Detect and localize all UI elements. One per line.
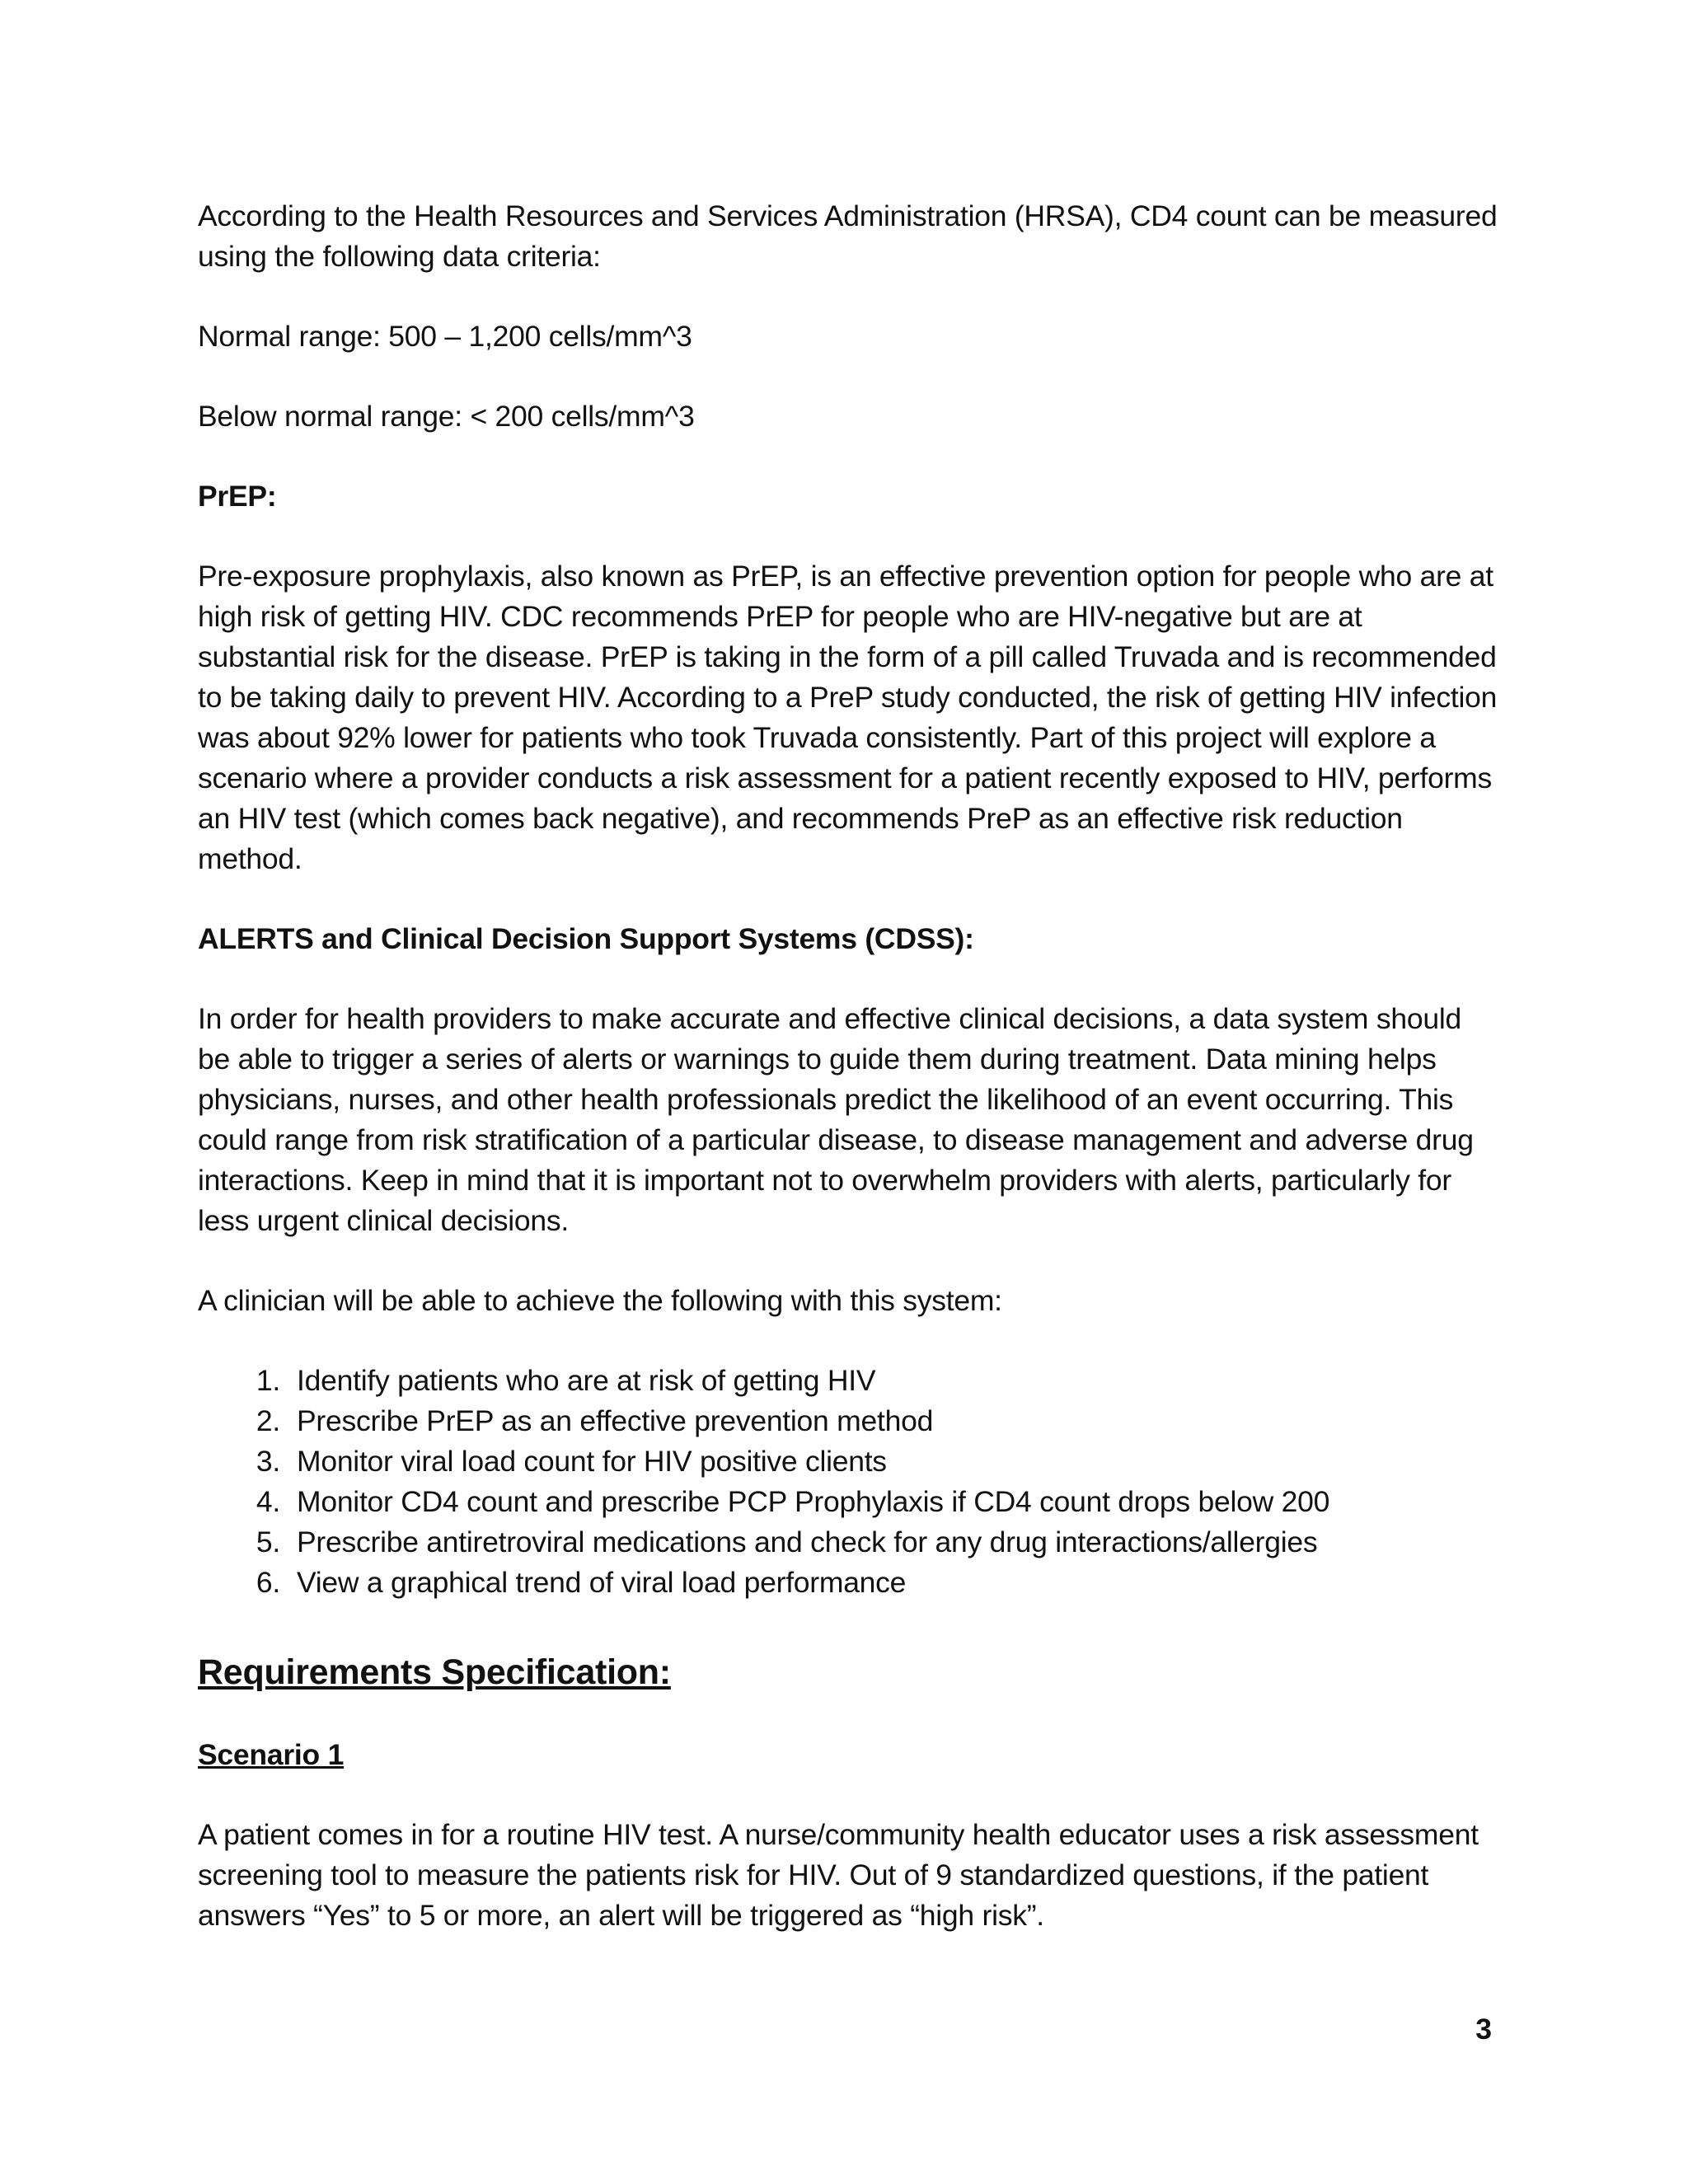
normal-range-line: Normal range: 500 – 1,200 cells/mm^3: [198, 320, 692, 353]
list-item-number: 3.: [256, 1445, 280, 1478]
list-item-text: Monitor CD4 count and prescribe PCP Prophylaxis if CD4 count drops below 200: [297, 1485, 1330, 1518]
scenario-heading: Scenario 1: [198, 1738, 345, 1771]
list-item-number: 1.: [256, 1364, 280, 1397]
list-item: [198, 1522, 1500, 1563]
scenario-paragraph: A patient comes in for a routine HIV test. A nurse/community health educator uses a risk assessment screening tool to measure the patients risk for HIV. Out of 9 standardized questions, if the patient answers “Yes” to 5 or more, an alert will be triggered as “high risk”.: [198, 1818, 1479, 1932]
list-item-number: 2.: [256, 1404, 280, 1437]
list-item-text: Prescribe PrEP as an effective prevention method: [297, 1404, 934, 1437]
prep-paragraph: Pre-exposure prophylaxis, also known as PrEP, is an effective prevention option for people who are at high risk of getting HIV. CDC recommends PrEP for people who are HIV-negative but are at substantial risk for the disease. PrEP is taking in the form of a pill called Truvada and is recommended to be taking daily to prevent HIV. According to a PreP study conducted, the risk of getting HIV infection was about 92% lower for patients who took Truvada consistently. Part of this project will explore a scenario where a provider conducts a risk assessment for a patient recently exposed to HIV, performs an HIV test (which comes back negative), and recommends PreP as an effective risk reduction method.: [198, 560, 1498, 875]
list-item-number: 6.: [256, 1566, 280, 1599]
list-item-text: Identify patients who are at risk of getting HIV: [297, 1364, 876, 1397]
capabilities-list: [198, 1361, 1500, 1603]
hrsa-paragraph: According to the Health Resources and Services Administration (HRSA), CD4 count can be measured using the following data criteria:: [198, 199, 1498, 273]
page-number: 3: [1475, 2013, 1492, 2046]
list-item: [198, 1361, 1500, 1401]
list-item: [198, 1441, 1500, 1482]
below-normal-range-line: Below normal range: < 200 cells/mm^3: [198, 400, 695, 433]
requirements-heading: Requirements Specification:: [198, 1652, 671, 1692]
list-item-text: Prescribe antiretroviral medications and check for any drug interactions/allergies: [297, 1526, 1318, 1558]
list-item-number: 5.: [256, 1526, 280, 1558]
prep-heading: PrEP:: [198, 480, 277, 513]
list-intro: A clinician will be able to achieve the following with this system:: [198, 1284, 1002, 1317]
list-item: [198, 1401, 1500, 1441]
list-item-number: 4.: [256, 1485, 280, 1518]
list-item: [198, 1482, 1500, 1522]
list-item-text: View a graphical trend of viral load performance: [297, 1566, 907, 1599]
alerts-paragraph: In order for health providers to make accurate and effective clinical decisions, a data system should be able to trigger a series of alerts or warnings to guide them during treatment. Data mining helps physicians, nurses, and other health professionals predict the likelihood of an event occurring. This could range from risk stratification of a particular disease, to disease management and adverse drug interactions. Keep in mind that it is important not to overwhelm providers with alerts, particularly for less urgent clinical decisions.: [198, 1002, 1474, 1237]
list-item: [198, 1563, 1500, 1603]
page-content: [198, 196, 1500, 1936]
list-item-text: Monitor viral load count for HIV positive clients: [297, 1445, 887, 1478]
alerts-heading: ALERTS and Clinical Decision Support Systems (CDSS):: [198, 922, 974, 955]
